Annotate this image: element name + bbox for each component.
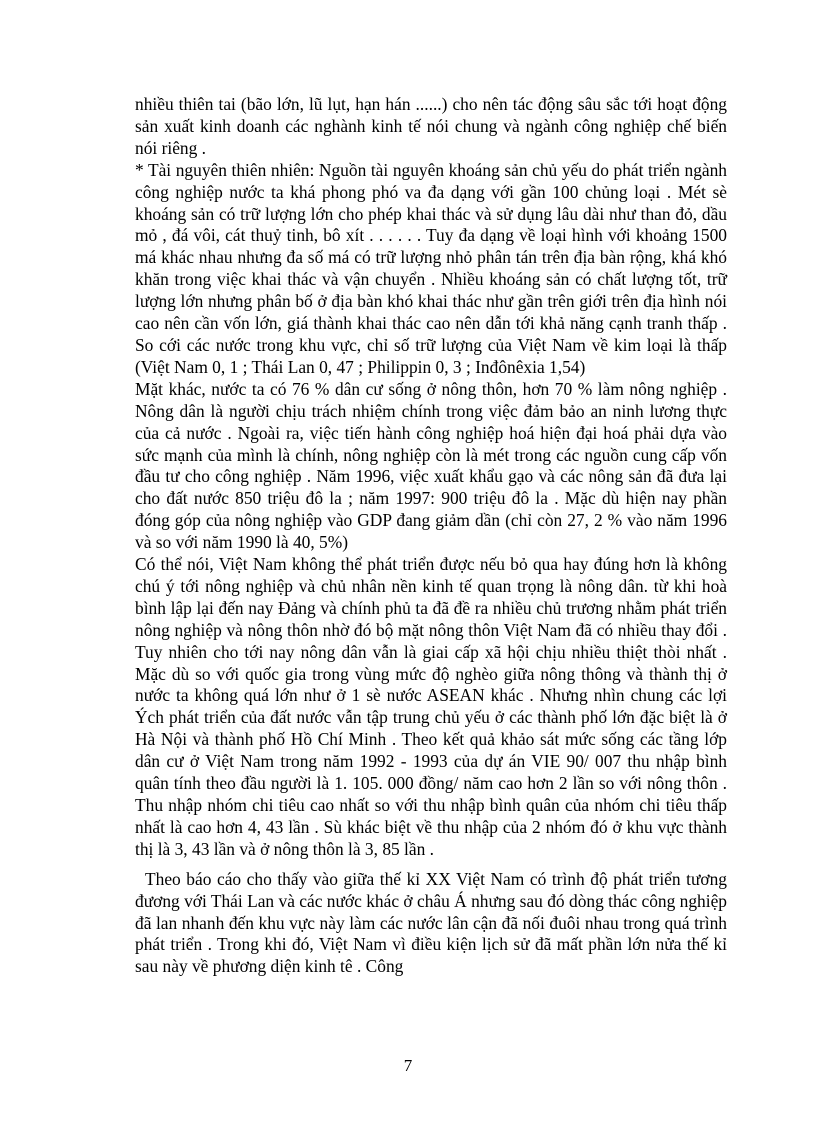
paragraph-industrial-development: Theo báo cáo cho thấy vào giữa thế kỉ XX Việt Nam có trình độ phát triển tương đương với Thái Lan và các nước khác ở châu Á nhưng sau đó dòng thác công nghiệp đã lan nhanh đến khu vực này làm các nước lân cận đã nối đuôi nhau trong quá trình phát triển . Trong khi đó, Việt Nam vì điều kiện lịch sử đã mất phần lớn nửa thế kỉ sau này về phương diện kinh tê . Công (135, 868, 727, 977)
paragraph-natural-resources: * Tài nguyên thiên nhiên: Nguồn tài nguyên khoáng sản chủ yếu do phát triển ngành công nghiệp nước ta khá phong phó va đa dạng với gần 100 chủng loại . Mét sè khoáng sản có trữ lượng lớn cho phép khai thác và sử dụng lâu dài như than đỏ, dầu mỏ , đá vôi, cát thuỷ tinh, bô xít . . . . . . Tuy đa dạng về loại hình với khoảng 1500 má khác nhau nhưng đa số má có trữ lượng nhỏ phân tán trên địa bàn rộng, khá khó khăn trong việc khai thác và vận chuyển . Nhiều khoáng sản có chất lượng tốt, trữ lượng lớn nhưng phân bố ở địa bàn khó khai thác như gần trên giới trên địa hình nói cao nên cần vốn lớn, giá thành khai thác cao nên dẫn tới khả năng cạnh tranh thấp . So cới các nước trong khu vực, chỉ số trữ lượng của Việt Nam về kim loại là thấp (Việt Nam 0, 1 ; Thái Lan 0, 47 ; Philippin 0, 3 ; Inđônêxia 1,54) (135, 159, 727, 377)
paragraph-natural-disasters: nhiều thiên tai (bão lớn, lũ lụt, hạn hán ......) cho nên tác động sâu sắc tới hoạt động sản xuất kinh doanh các nghành kinh tế nói chung và ngành công nghiệp chế biến nói riêng . (135, 94, 727, 158)
body-text (135, 94, 727, 978)
paragraph-agriculture-importance: Có thể nói, Việt Nam không thể phát triển được nếu bỏ qua hay đúng hơn là không chú ý tới nông nghiệp và chủ nhân nền kinh tế quan trọng là nông dân. từ khi hoà bình lập lại đến nay Đảng và chính phủ ta đã đề ra nhiều chủ trương nhằm phát triển nông nghiệp và nông thôn nhờ đó bộ mặt nông thôn Việt Nam đã có nhiều thay đổi . Tuy nhiên cho tới nay nông dân vẫn là giai cấp xã hội chịu nhiều thiệt thòi nhất . Mặc dù so với quốc gia trong vùng mức độ nghèo giữa nông thông và thành thị ở nước ta không quá lớn như ở 1 sè nước ASEAN khác . Nhưng nhìn chung các lợi Ých phát triển của đất nước vẫn tập trung chủ yếu ở các thành phố lớn đặc biệt là ở Hà Nội và thành phố Hồ Chí Minh . Theo kết quả khảo sát mức sống các tầng lớp dân cư ở Việt Nam trong năm 1992 - 1993 của dự án VIE 90/ 007 thu nhập bình quân tính theo đầu người là 1. 105. 000 đồng/ năm cao hơn 2 lần so với nông thôn . Thu nhập nhóm chi tiêu cao nhất so với thu nhập bình quân của nhóm chi tiêu thấp nhất là cao hơn 4, 43 lần . Sù khác biệt về thu nhập của 2 nhóm đó ở khu vực thành thị là 3, 43 lần và ở nông thôn là 3, 85 lần . (135, 554, 727, 859)
page-number: 7 (403, 1056, 413, 1075)
paragraph-rural-population: Mặt khác, nước ta có 76 % dân cư sống ở nông thôn, hơn 70 % làm nông nghiệp . Nông dân là người chịu trách nhiệm chính trong việc đảm bảo an ninh lương thực của cả nước . Ngoài ra, việc tiến hành công nghiệp hoá hiện đại hoá phải dựa vào sức mạnh của mình là chính, nông nghiệp còn là mét trong các nguồn cung cấp vốn đầu tư cho công nghiệp . Năm 1996, việc xuất khẩu gạo và các nông sản đã đưa lại cho đất nước 850 triệu đô la ; năm 1997: 900 triệu đô la . Mặc dù hiện nay phần đóng góp của nông nghiệp vào GDP đang giảm dần (chỉ còn 27, 2 % vào năm 1996 và so với năm 1990 là 40, 5%) (135, 378, 727, 553)
